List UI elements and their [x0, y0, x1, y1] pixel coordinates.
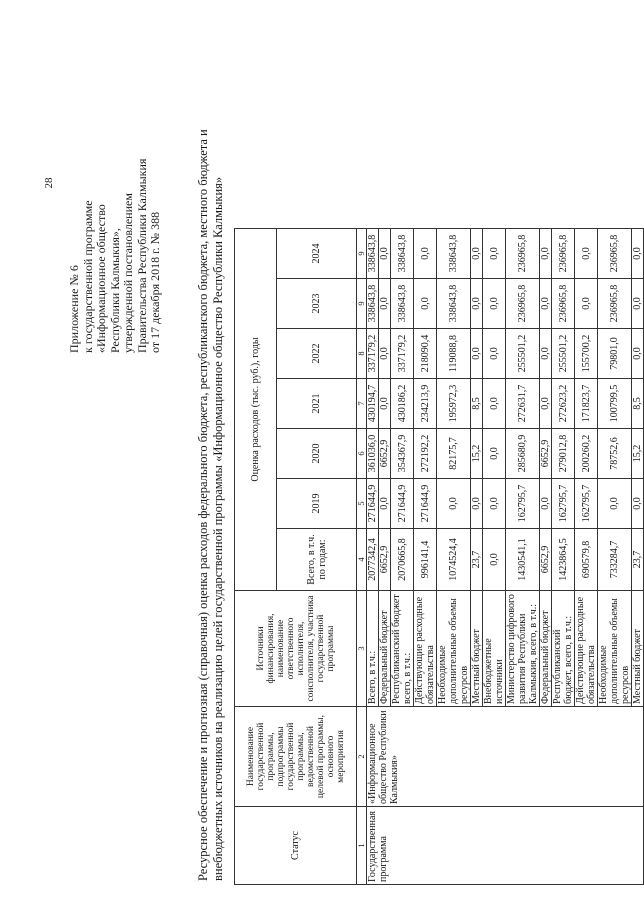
header-year: 2020 — [277, 429, 357, 479]
year-value-cell: 0,0 — [540, 379, 552, 429]
year-value-cell: 236965,8 — [552, 229, 575, 279]
year-value-cell: 0,0 — [471, 329, 483, 379]
source-cell: Федеральный бюджет — [379, 591, 391, 707]
year-value-cell: 255501,2 — [506, 329, 540, 379]
year-value-cell: 337179,2 — [367, 329, 379, 379]
header-estimate: Оценка расходов (тыс. руб.), годы — [235, 229, 277, 591]
year-value-cell: 0,0 — [540, 279, 552, 329]
source-cell: Федеральный бюджет — [540, 591, 552, 707]
column-index-cell: 1 — [357, 807, 367, 885]
source-cell: Республиканский бюджет, всего, в т.ч.: — [552, 591, 575, 707]
year-value-cell: 279012,8 — [552, 429, 575, 479]
table-row — [367, 229, 379, 885]
year-value-cell: 354367,9 — [391, 429, 414, 479]
year-value-cell: 218090,4 — [414, 329, 437, 379]
year-value-cell: 0,0 — [379, 279, 391, 329]
source-cell: Необходимые дополнительные объемы ресурсов — [598, 591, 632, 707]
header-year: 2024 — [277, 229, 357, 279]
year-value-cell: 0,0 — [540, 479, 552, 529]
year-value-cell: 337179,2 — [391, 329, 414, 379]
year-value-cell: 285680,9 — [506, 429, 540, 479]
year-value-cell: 0,0 — [483, 379, 506, 429]
header-year: 2021 — [277, 379, 357, 429]
header-total: Всего, в т.ч. по годам: — [277, 529, 357, 591]
header-year: 2022 — [277, 329, 357, 379]
year-value-cell: 0,0 — [575, 229, 598, 279]
column-index-cell: 6 — [357, 429, 367, 479]
year-value-cell: 0,0 — [379, 229, 391, 279]
status-cell: Государственная программа — [367, 807, 644, 885]
year-value-cell: 430186,2 — [391, 379, 414, 429]
year-value-cell: 236965,8 — [598, 229, 632, 279]
page-number: 28 — [43, 177, 55, 189]
column-index-cell: 3 — [357, 591, 367, 707]
year-value-cell: 162795,7 — [552, 479, 575, 529]
year-value-cell: 0,0 — [540, 229, 552, 279]
total-value-cell: 23,7 — [632, 529, 644, 591]
column-index-cell: 4 — [357, 529, 367, 591]
heading-line: Ресурсное обеспечение и прогнозная (справочная) оценка расходов федерального бюджета, республиканского бюджета, местного бюджета и — [196, 129, 210, 881]
total-value-cell: 1423864,5 — [552, 529, 575, 591]
year-value-cell: 0,0 — [414, 279, 437, 329]
budget-table — [234, 228, 644, 885]
year-value-cell: 272631,7 — [506, 379, 540, 429]
total-value-cell: 1430541,1 — [506, 529, 540, 591]
column-index-cell: 5 — [357, 479, 367, 529]
year-value-cell: 15,2 — [632, 429, 644, 479]
year-value-cell: 338643,8 — [367, 279, 379, 329]
column-index-cell: 2 — [357, 707, 367, 807]
year-value-cell: 119088,8 — [437, 329, 471, 379]
year-value-cell: 338643,8 — [367, 229, 379, 279]
year-value-cell: 0,0 — [483, 229, 506, 279]
appendix-line: Приложение № 6 — [67, 265, 81, 353]
source-cell: Местный бюджет — [632, 591, 644, 707]
year-value-cell: 338643,8 — [437, 279, 471, 329]
column-index-cell: 9 — [357, 279, 367, 329]
year-value-cell: 0,0 — [483, 329, 506, 379]
header-year: 2023 — [277, 279, 357, 329]
year-value-cell: 0,0 — [483, 279, 506, 329]
source-cell: Действующие расходные обязательства — [575, 591, 598, 707]
source-cell: Республиканский бюджет всего, в т.ч.: — [391, 591, 414, 707]
year-value-cell: 0,0 — [632, 479, 644, 529]
year-value-cell: 162795,7 — [506, 479, 540, 529]
year-value-cell: 82175,7 — [437, 429, 471, 479]
column-index-row — [357, 229, 367, 885]
year-value-cell: 271644,9 — [391, 479, 414, 529]
year-value-cell: 0,0 — [379, 379, 391, 429]
year-value-cell: 171823,7 — [575, 379, 598, 429]
year-value-cell: 0,0 — [471, 479, 483, 529]
year-value-cell: 236965,8 — [552, 279, 575, 329]
year-value-cell: 0,0 — [379, 479, 391, 529]
year-value-cell: 0,0 — [437, 479, 471, 529]
program-name-cell: «Информационное общество Республики Калмыкия» — [367, 707, 644, 807]
appendix-line: утвержденной постановлением — [121, 193, 135, 353]
year-value-cell: 162795,7 — [575, 479, 598, 529]
year-value-cell: 0,0 — [632, 229, 644, 279]
year-value-cell: 272192,2 — [414, 429, 437, 479]
total-value-cell: 1074524,4 — [437, 529, 471, 591]
source-cell: Всего, в т.ч.: — [367, 591, 379, 707]
year-value-cell: 0,0 — [632, 279, 644, 329]
appendix-line: Республики Калмыкия», — [107, 228, 122, 353]
year-value-cell: 0,0 — [575, 279, 598, 329]
appendix-block — [68, 53, 163, 353]
year-value-cell: 0,0 — [379, 329, 391, 379]
year-value-cell: 6652,9 — [379, 429, 391, 479]
year-value-cell: 100799,5 — [598, 379, 632, 429]
year-value-cell: 6652,9 — [540, 429, 552, 479]
header-sources: Источники финансирования, наименование ответственного исполнителя, соисполнителя, участника государственной программы — [235, 591, 357, 707]
total-value-cell: 690579,8 — [575, 529, 598, 591]
heading-line: внебюджетных источников на реализацию целей государственной программы «Информационное общество Республики Калмыкия» — [211, 176, 225, 881]
appendix-line: от 17 декабря 2018 г. № 388 — [148, 211, 162, 353]
year-value-cell: 0,0 — [598, 479, 632, 529]
total-value-cell: 23,7 — [471, 529, 483, 591]
total-value-cell: 6652,9 — [379, 529, 391, 591]
year-value-cell: 0,0 — [483, 429, 506, 479]
total-value-cell: 2070665,8 — [391, 529, 414, 591]
appendix-line: Правительства Республики Калмыкия — [134, 158, 149, 353]
year-value-cell: 272623,2 — [552, 379, 575, 429]
year-value-cell: 236965,8 — [506, 279, 540, 329]
year-value-cell: 338643,8 — [391, 279, 414, 329]
source-cell: Министерство цифрового развития Республики Калмыкия, всего, в т.ч.: — [506, 591, 540, 707]
year-value-cell: 236965,8 — [506, 229, 540, 279]
column-index-cell: 9 — [357, 229, 367, 279]
year-value-cell: 0,0 — [471, 279, 483, 329]
total-value-cell: 996141,4 — [414, 529, 437, 591]
header-name: Наименование государственной программы, подпрограммы государственной программы, ведомственной целевой программы, основного мероприятия — [235, 707, 357, 807]
header-status: Статус — [235, 807, 357, 885]
year-value-cell: 338643,8 — [391, 229, 414, 279]
column-index-cell: 7 — [357, 379, 367, 429]
year-value-cell: 8,5 — [471, 379, 483, 429]
year-value-cell: 234213,9 — [414, 379, 437, 429]
year-value-cell: 255501,2 — [552, 329, 575, 379]
year-value-cell: 0,0 — [632, 329, 644, 379]
year-value-cell: 0,0 — [471, 229, 483, 279]
year-value-cell: 361036,0 — [367, 429, 379, 479]
year-value-cell: 195972,3 — [437, 379, 471, 429]
year-value-cell: 78752,6 — [598, 429, 632, 479]
year-value-cell: 155700,2 — [575, 329, 598, 379]
year-value-cell: 0,0 — [483, 479, 506, 529]
year-value-cell: 0,0 — [540, 329, 552, 379]
source-cell: Внебюджетные источники — [483, 591, 506, 707]
year-value-cell: 271644,9 — [367, 479, 379, 529]
year-value-cell: 338643,8 — [437, 229, 471, 279]
appendix-line: «Информационное общество — [94, 204, 108, 353]
total-value-cell: 0,0 — [483, 529, 506, 591]
source-cell: Действующие расходные обязательства — [414, 591, 437, 707]
year-value-cell: 236965,8 — [598, 279, 632, 329]
year-value-cell: 271644,9 — [414, 479, 437, 529]
total-value-cell: 6652,9 — [540, 529, 552, 591]
year-value-cell: 430194,7 — [367, 379, 379, 429]
year-value-cell: 79801,0 — [598, 329, 632, 379]
year-value-cell: 0,0 — [414, 229, 437, 279]
document-heading — [196, 11, 226, 881]
total-value-cell: 733284,7 — [598, 529, 632, 591]
total-value-cell: 2077342,4 — [367, 529, 379, 591]
year-value-cell: 200260,2 — [575, 429, 598, 479]
appendix-line: к государственной программе — [80, 200, 95, 353]
column-index-cell: 8 — [357, 329, 367, 379]
source-cell: Местный бюджет — [471, 591, 483, 707]
year-value-cell: 15,2 — [471, 429, 483, 479]
year-value-cell: 8,5 — [632, 379, 644, 429]
source-cell: Необходимые дополнительные объемы ресурсов — [437, 591, 471, 707]
header-year: 2019 — [277, 479, 357, 529]
